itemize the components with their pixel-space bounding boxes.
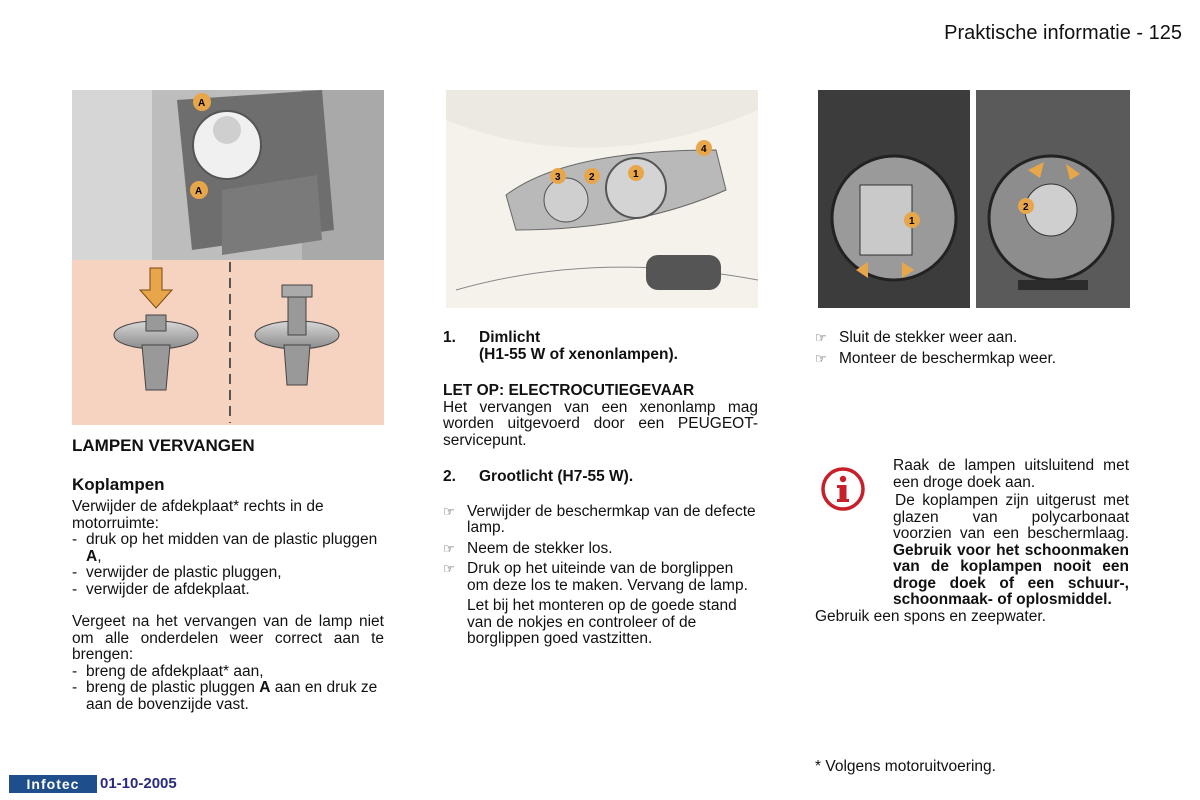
item-number: 2. — [443, 468, 456, 485]
figure-label-2: 2 — [589, 172, 595, 183]
pointing-hand-icon: ☞ — [443, 540, 455, 556]
headlamp-figure — [446, 90, 758, 308]
bullet-note: Let bij het monteren op de goede stand van de nokjes en controleer of de borglippen goed vastzitten. — [467, 597, 737, 647]
item-number: 1. — [443, 329, 456, 346]
item-1 — [443, 330, 758, 363]
info-paragraph: De koplampen zijn uitgerust met glazen van polycarbonaat voorzien van een beschermlaag. Gebruik voor het schoonmaken van de koplampen nooit een droge doek of een schuur-, schoonmaak- of oplosmiddel. — [893, 492, 1129, 608]
info-paragraph: Gebruik een spons en zeepwater. — [815, 607, 1046, 625]
figure-label-3: 3 — [555, 172, 561, 183]
list-item: - verwijder de afdekplaat. — [72, 582, 384, 599]
list-item: - verwijder de plastic pluggen, — [72, 565, 384, 582]
footnote: * Volgens motoruitvoering. — [815, 758, 996, 775]
list-item: ☞ Sluit de stekker weer aan. — [815, 329, 1018, 346]
figure-label-1: 1 — [909, 216, 915, 227]
figure-label-1: 1 — [633, 169, 639, 180]
footer-brand: Infotec — [9, 775, 97, 793]
list-item: - druk op het midden van de plastic pluggen A, — [72, 532, 384, 565]
bulb-replacement-figure — [818, 90, 1130, 308]
pointing-hand-icon: ☞ — [443, 561, 455, 576]
footer-date: 01-10-2005 — [100, 775, 177, 792]
item-title: Grootlicht (H7-55 W). — [479, 468, 634, 485]
subsection-heading: Koplampen — [72, 474, 165, 494]
item-title: Dimlicht — [479, 329, 541, 346]
section-heading: LAMPEN VERVANGEN — [72, 436, 255, 455]
figure-label-4: 4 — [701, 144, 707, 155]
pointing-hand-icon: ☞ — [815, 330, 827, 345]
pointing-hand-icon: ☞ — [815, 350, 827, 366]
item-subtitle: (H1-55 W of xenonlampen). — [479, 345, 678, 363]
list-item: ☞ Neem de stekker los. — [443, 539, 613, 557]
list-item: ☞ Druk op het uiteinde van de borglippen om deze los te maken. Vervang de lamp. — [443, 560, 748, 594]
figure-label-2: 2 — [1023, 202, 1029, 213]
pointing-hand-icon: ☞ — [443, 503, 455, 519]
list-item: ☞ Monteer de beschermkap weer. — [815, 349, 1057, 367]
warning-text: Het vervangen van een xenonlamp mag worden uitgevoerd door een PEUGEOT-servicepunt. — [443, 398, 758, 449]
reassembly-note: Vergeet na het vervangen van de lamp niet om alle onderdelen weer correct aan te brengen: — [72, 613, 384, 663]
intro-text: Verwijder de afdekplaat* rechts in de motorruimte: — [72, 498, 324, 532]
list-item: - breng de plastic pluggen A aan en druk ze aan de bovenzijde vast. — [72, 680, 384, 713]
list-item: ☞ Verwijder de beschermkap van de defecte lamp. — [443, 502, 756, 536]
list-item: - breng de afdekplaat* aan, — [72, 664, 384, 681]
page-header: Praktische informatie - 125 — [944, 22, 1182, 44]
warning-title: LET OP: ELECTROCUTIEGEVAAR — [443, 382, 695, 399]
info-paragraph: Raak de lampen uitsluitend met een droge doek aan. — [893, 457, 1129, 491]
reassembly-steps — [72, 664, 384, 714]
item-2 — [443, 469, 758, 486]
figure-label-a: A — [198, 98, 206, 109]
figure-label-a: A — [195, 186, 203, 197]
engine-cover-figure — [72, 90, 384, 425]
removal-steps — [72, 532, 384, 598]
